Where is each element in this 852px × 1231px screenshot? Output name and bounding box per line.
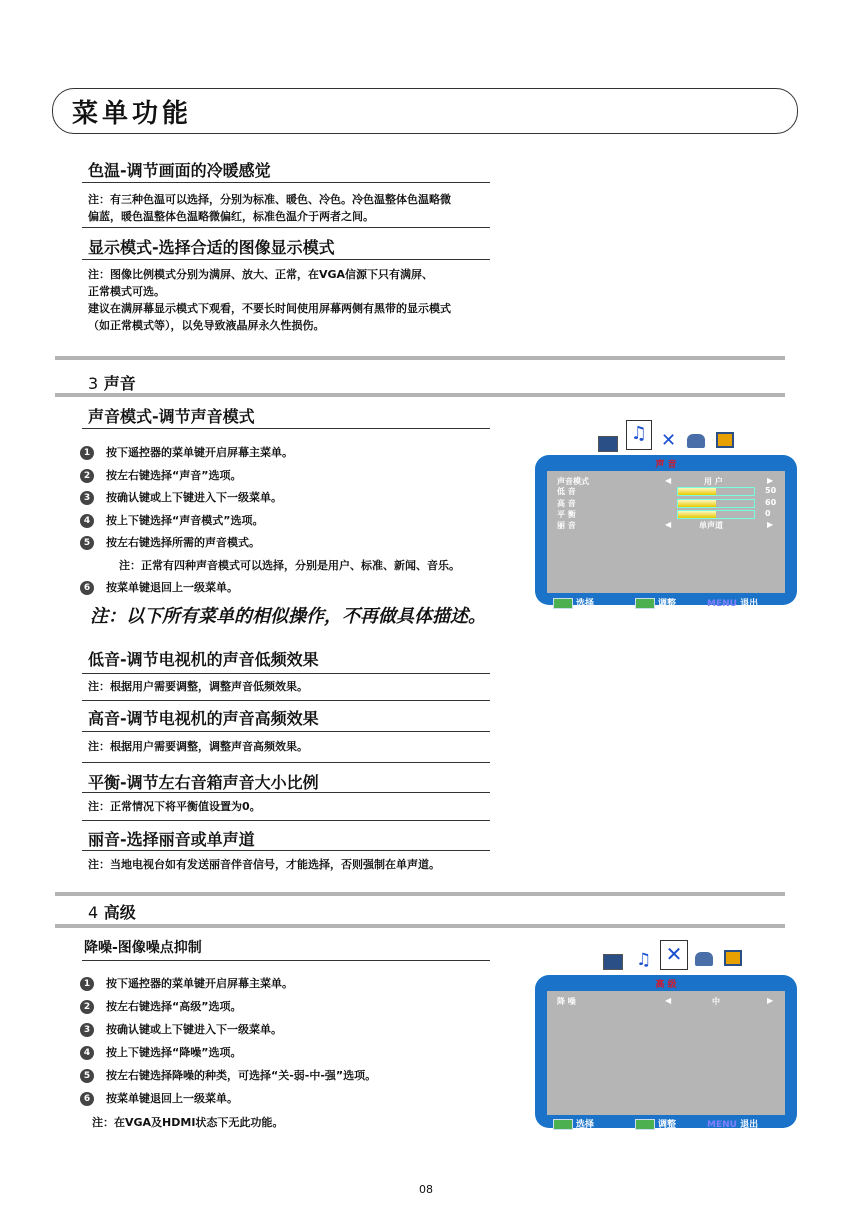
section-divider bbox=[55, 393, 785, 397]
bass-heading: 低音-调节电视机的声音低频效果 bbox=[88, 650, 319, 669]
osd-menu-icons bbox=[595, 420, 745, 456]
treble-bar bbox=[677, 499, 755, 508]
list-item: 1 按下遥控器的菜单键开启屏幕主菜单。 bbox=[80, 977, 376, 1000]
osd-footer-select: 选择 bbox=[553, 596, 594, 609]
list-item: 2 按左右键选择“声音”选项。 bbox=[80, 469, 460, 492]
note-line: 正常模式可选。 bbox=[88, 285, 165, 298]
soundmode-steps bbox=[80, 446, 460, 604]
list-item: 4 按上下键选择“声音模式”选项。 bbox=[80, 514, 460, 537]
osd-footer-exit: MENU 退出 bbox=[707, 599, 759, 609]
balance-bar bbox=[677, 510, 755, 519]
right-arrow-icon: ▶ bbox=[767, 996, 774, 1005]
osd-panel bbox=[547, 991, 785, 1115]
soundmode-subnote: 注：正常有四种声音模式可以选择，分别是用户、标准、新闻、音乐。 bbox=[119, 558, 460, 572]
global-note: 注：以下所有菜单的相似操作，不再做具体描述。 bbox=[90, 606, 486, 627]
list-item: 6 按菜单键退回上一级菜单。 bbox=[80, 581, 460, 604]
note-line: 注：有三种色温可以选择，分别为标准、暖色、冷色。冷色温整体色温略微 bbox=[88, 193, 451, 206]
updown-key-icon bbox=[553, 1119, 573, 1130]
list-item: 3 按确认键或上下键进入下一级菜单。 bbox=[80, 491, 460, 514]
treble-bar-fill bbox=[678, 500, 716, 507]
nicam-note: 注：当地电视台如有发送丽音伴音信号，才能选择，否则强制在单声道。 bbox=[88, 858, 440, 871]
osd-footer-adjust: 调整 bbox=[635, 1117, 676, 1130]
right-arrow-icon: ▶ bbox=[767, 520, 774, 529]
music-note-icon: ♫ bbox=[636, 950, 652, 970]
noise-note: 注：在VGA及HDMI状态下无此功能。 bbox=[92, 1116, 284, 1129]
osd-sound-menu bbox=[535, 455, 797, 609]
balance-bar-fill bbox=[678, 511, 716, 518]
note-line: （如正常模式等），以免导致液晶屏永久性损伤。 bbox=[88, 319, 325, 332]
list-item: 4 按上下键选择“降噪”选项。 bbox=[80, 1046, 376, 1069]
advanced-icon bbox=[695, 952, 713, 966]
osd-footer-exit: MENU 退出 bbox=[707, 1120, 759, 1130]
treble-note: 注：根据用户需要调整，调整声音高频效果。 bbox=[88, 740, 308, 753]
note-line: 偏蓝，暖色温整体色温略微偏红，标准色温介于两者之间。 bbox=[88, 210, 374, 223]
displaymode-heading: 显示模式-选择合适的图像显示模式 bbox=[88, 238, 335, 257]
osd-value: 60 bbox=[765, 498, 777, 507]
right-arrow-icon: ▶ bbox=[767, 476, 774, 485]
section-divider bbox=[55, 924, 785, 928]
bass-bar-fill bbox=[678, 488, 716, 495]
displaymode-note bbox=[88, 266, 451, 334]
divider bbox=[82, 762, 490, 763]
list-item: 2 按左右键选择“高级”选项。 bbox=[80, 1000, 376, 1023]
osd-value: 50 bbox=[765, 486, 777, 495]
updown-key-icon bbox=[553, 598, 573, 609]
balance-note: 注：正常情况下将平衡值设置为0。 bbox=[88, 800, 261, 813]
osd-footer-adjust: 调整 bbox=[635, 596, 676, 609]
osd-row: 平 衡 bbox=[557, 510, 576, 519]
leftright-key-icon bbox=[635, 598, 655, 609]
list-item: 6 按菜单键退回上一级菜单。 bbox=[80, 1092, 376, 1115]
divider bbox=[82, 700, 490, 701]
tools-icon: ✕ bbox=[660, 940, 688, 970]
osd-panel bbox=[547, 471, 785, 593]
osd-row: 声音模式 bbox=[557, 477, 589, 486]
leftright-key-icon bbox=[635, 1119, 655, 1130]
noise-steps bbox=[80, 977, 376, 1115]
list-item: 3 按确认键或上下键进入下一级菜单。 bbox=[80, 1023, 376, 1046]
balance-heading: 平衡-调节左右音箱声音大小比例 bbox=[88, 773, 319, 792]
divider bbox=[82, 960, 490, 961]
divider bbox=[82, 227, 490, 228]
picture-icon bbox=[598, 436, 618, 452]
osd-title: 声 音 bbox=[655, 460, 677, 470]
page-title: 菜单功能 bbox=[72, 99, 193, 129]
osd-row: 高 音 bbox=[557, 499, 576, 508]
list-item: 5 按左右键选择降噪的种类，可选择“关-弱-中-强”选项。 bbox=[80, 1069, 376, 1092]
note-line: 注：图像比例模式分别为满屏、放大、正常，在VGA信源下只有满屏、 bbox=[88, 268, 434, 281]
divider bbox=[82, 673, 490, 674]
colortemp-note bbox=[88, 191, 451, 225]
page-number: 08 bbox=[419, 1183, 433, 1196]
left-arrow-icon: ◀ bbox=[665, 996, 672, 1005]
noise-heading: 降噪-图像噪点抑制 bbox=[84, 940, 202, 956]
section-3-title: 3 声音 bbox=[88, 374, 136, 393]
osd-value: 单声道 bbox=[699, 521, 723, 530]
divider bbox=[82, 850, 490, 851]
screen-icon bbox=[716, 432, 734, 448]
music-note-icon: ♫ bbox=[626, 420, 652, 450]
divider bbox=[82, 182, 490, 183]
divider bbox=[82, 731, 490, 732]
note-line: 建议在满屏幕显示模式下观看，不要长时间使用屏幕两侧有黑带的显示模式 bbox=[88, 302, 451, 315]
treble-heading: 高音-调节电视机的声音高频效果 bbox=[88, 709, 319, 728]
screen-icon bbox=[724, 950, 742, 966]
list-item: 1 按下遥控器的菜单键开启屏幕主菜单。 bbox=[80, 446, 460, 469]
osd-value: 中 bbox=[712, 997, 720, 1006]
divider bbox=[82, 820, 490, 821]
osd-row: 丽 音 bbox=[557, 521, 576, 530]
osd-title: 高 级 bbox=[655, 980, 677, 990]
bass-bar bbox=[677, 487, 755, 496]
osd-advanced-menu bbox=[535, 975, 797, 1128]
nicam-heading: 丽音-选择丽音或单声道 bbox=[88, 830, 255, 849]
tools-icon: ✕ bbox=[661, 430, 677, 451]
section-divider bbox=[55, 892, 785, 896]
osd-row: 降 噪 bbox=[557, 997, 576, 1006]
colortemp-heading: 色温-调节画面的冷暖感觉 bbox=[88, 161, 271, 180]
section-divider bbox=[55, 356, 785, 360]
left-arrow-icon: ◀ bbox=[665, 520, 672, 529]
soundmode-heading: 声音模式-调节声音模式 bbox=[88, 407, 255, 426]
picture-icon bbox=[603, 954, 623, 970]
list-item: 5 按左右键选择所需的声音模式。 bbox=[80, 536, 460, 559]
osd-value: 0 bbox=[765, 509, 771, 518]
divider bbox=[82, 428, 490, 429]
divider bbox=[82, 259, 490, 260]
osd-footer-select: 选择 bbox=[553, 1117, 594, 1130]
osd-menu-icons bbox=[600, 940, 750, 976]
divider bbox=[82, 792, 490, 793]
osd-row: 低 音 bbox=[557, 487, 576, 496]
osd-value: 用 户 bbox=[704, 477, 723, 486]
advanced-icon bbox=[687, 434, 705, 448]
section-4-title: 4 高级 bbox=[88, 903, 136, 922]
left-arrow-icon: ◀ bbox=[665, 476, 672, 485]
bass-note: 注：根据用户需要调整，调整声音低频效果。 bbox=[88, 680, 308, 693]
